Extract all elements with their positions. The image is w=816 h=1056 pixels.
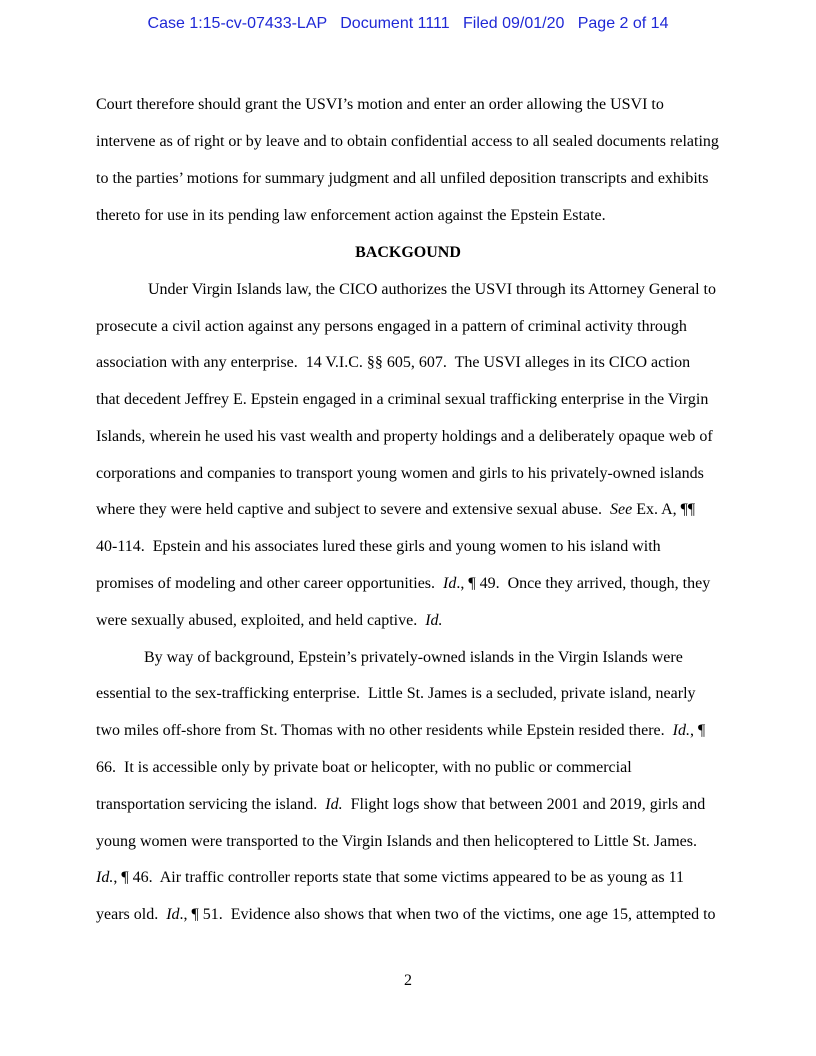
body-line: association with any enterprise. 14 V.I.C. §§ 605, 607. The USVI alleges in its CICO action — [96, 354, 691, 371]
text-run: ., ¶ 49. Once they arrived, though, they — [456, 575, 711, 592]
text-run: transportation servicing the island. — [96, 796, 326, 813]
citation-signal: See — [610, 501, 633, 518]
body-line: young women were transported to the Virgin Islands and then helicoptered to Little St. James. — [96, 833, 697, 850]
page-indicator: Page 2 of 14 — [577, 15, 669, 32]
filed-date: Filed 09/01/20 — [462, 15, 565, 32]
body-line: to the parties’ motions for summary judgment and all unfiled deposition transcripts and exhibits — [96, 170, 709, 187]
case-number: Case 1:15-cv-07433-LAP — [147, 15, 327, 32]
body-line: Court therefore should grant the USVI’s motion and enter an order allowing the USVI to — [96, 96, 664, 113]
body-line: intervene as of right or by leave and to obtain confidential access to all sealed documents relating — [96, 133, 719, 150]
section-heading: BACKGOUND — [355, 244, 461, 261]
body-line: 66. It is accessible only by private boat or helicopter, with no public or commercial — [96, 759, 632, 776]
body-line: thereto for use in its pending law enforcement action against the Epstein Estate. — [96, 207, 606, 224]
text-run: were sexually abused, exploited, and held captive. — [96, 612, 426, 629]
text-run: , ¶ 46. Air traffic controller reports state that some victims appeared to be as young as 11 — [113, 869, 684, 886]
body-line — [96, 796, 705, 814]
citation-signal: Id — [443, 575, 457, 592]
body-line — [96, 501, 695, 519]
text-run: Ex. A, ¶¶ — [632, 501, 696, 518]
case-header — [0, 15, 816, 33]
body-line: essential to the sex-trafficking enterprise. Little St. James is a secluded, private island, nearly — [96, 685, 696, 702]
body-line: corporations and companies to transport young women and girls to his privately-owned islands — [96, 465, 704, 482]
text-run: two miles off-shore from St. Thomas with no other residents while Epstein resided there. — [96, 722, 673, 739]
body-line — [96, 722, 705, 740]
text-run: Flight logs show that between 2001 and 2019, girls and — [342, 796, 706, 813]
body-line — [96, 575, 710, 593]
document-number: Document 1111 — [340, 15, 450, 32]
body-line: prosecute a civil action against any persons engaged in a pattern of criminal activity through — [96, 318, 687, 335]
body-line: Under Virgin Islands law, the CICO authorizes the USVI through its Attorney General to — [144, 281, 716, 298]
text-run: , ¶ — [689, 722, 706, 739]
citation-signal: Id. — [96, 869, 114, 886]
text-run: ., ¶ 51. Evidence also shows that when two of the victims, one age 15, attempted to — [179, 906, 716, 923]
citation-signal: Id. — [672, 722, 690, 739]
body-line: that decedent Jeffrey E. Epstein engaged in a criminal sexual trafficking enterprise in the Virgin — [96, 391, 709, 408]
page-number: 2 — [404, 972, 412, 989]
body-line: Islands, wherein he used his vast wealth and property holdings and a deliberately opaque web of — [96, 428, 713, 445]
citation-signal: Id. — [425, 612, 443, 629]
citation-signal: Id. — [325, 796, 343, 813]
text-run: where they were held captive and subject to severe and extensive sexual abuse. — [96, 501, 611, 518]
text-run: promises of modeling and other career opportunities. — [96, 575, 444, 592]
body-line — [96, 906, 716, 924]
body-line — [96, 869, 684, 887]
body-line: 40-114. Epstein and his associates lured these girls and young women to his island with — [96, 538, 661, 555]
citation-signal: Id — [166, 906, 180, 923]
text-run: years old. — [96, 906, 167, 923]
body-line: By way of background, Epstein’s privately-owned islands in the Virgin Islands were — [144, 649, 683, 666]
body-line — [96, 612, 443, 630]
